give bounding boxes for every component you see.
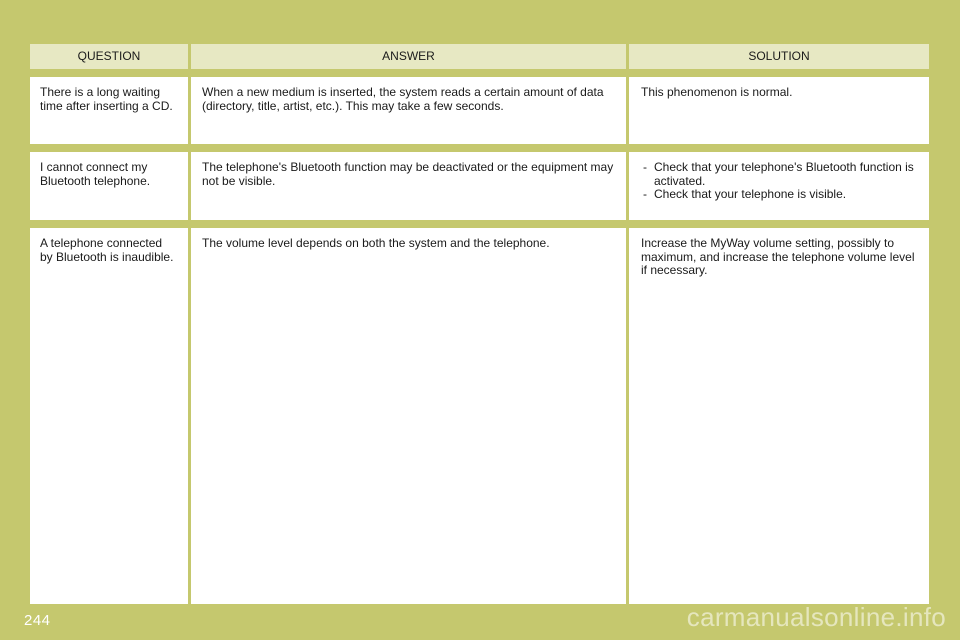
header-answer: ANSWER	[191, 44, 626, 69]
table-row	[30, 152, 929, 220]
solution-list	[641, 161, 919, 202]
solution-cell: Increase the MyWay volume setting, possibly to maximum, and increase the telephone volume level if necessary.	[629, 228, 929, 604]
table-row	[30, 77, 929, 144]
header-question: QUESTION	[30, 44, 188, 69]
solution-list-item: - Check that your telephone's Bluetooth function is activated.	[641, 161, 919, 188]
answer-cell: The volume level depends on both the system and the telephone.	[191, 228, 626, 604]
watermark: carmanualsonline.info	[686, 602, 946, 632]
table-row	[30, 228, 929, 604]
answer-cell: When a new medium is inserted, the system reads a certain amount of data (directory, title, artist, etc.). This may take a few seconds.	[191, 77, 626, 144]
page-number: 244	[24, 612, 51, 629]
answer-cell: The telephone's Bluetooth function may be deactivated or the equipment may not be visible.	[191, 152, 626, 220]
question-cell: I cannot connect my Bluetooth telephone.	[30, 152, 188, 220]
question-cell: There is a long waiting time after inserting a CD.	[30, 77, 188, 144]
question-cell: A telephone connected by Bluetooth is inaudible.	[30, 228, 188, 604]
table-header-row	[30, 44, 929, 69]
header-solution: SOLUTION	[629, 44, 929, 69]
solution-cell: This phenomenon is normal.	[629, 77, 929, 144]
solution-list-item: - Check that your telephone is visible.	[641, 188, 919, 202]
faq-table	[30, 44, 929, 604]
solution-cell	[629, 152, 929, 220]
